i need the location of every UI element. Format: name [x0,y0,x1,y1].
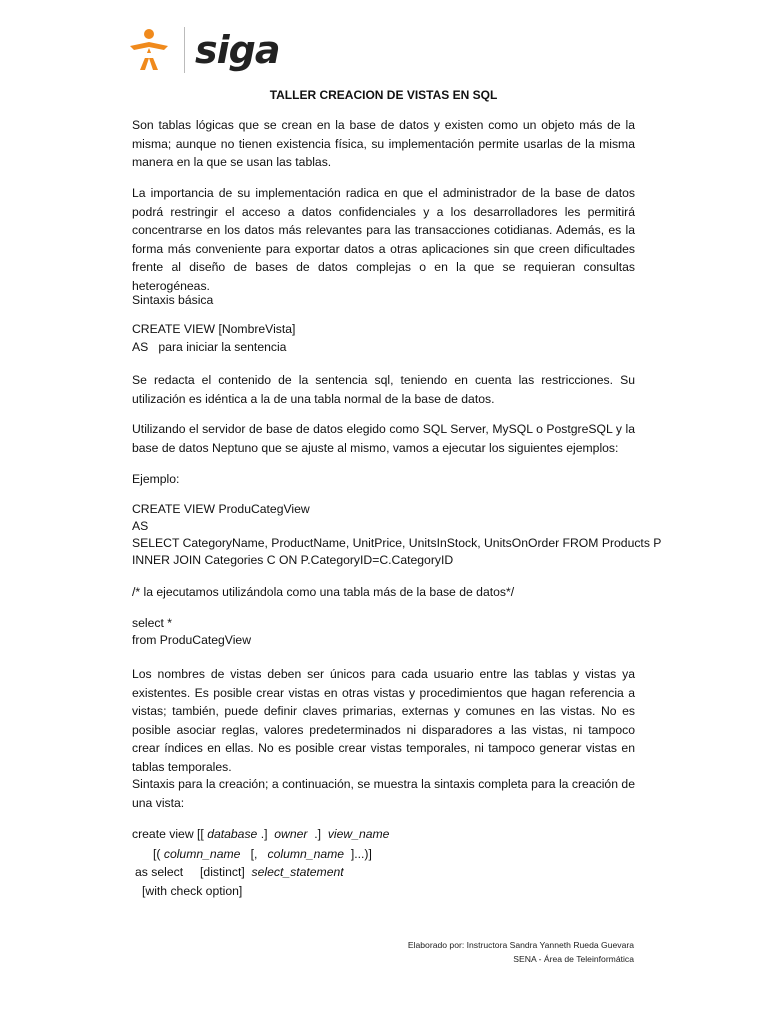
select-statement-param: select_statement [251,865,344,879]
column-open: [( [153,847,164,861]
syntax-line-2: AS para iniciar la sentencia [132,340,287,354]
create-syntax-sep: .] [257,827,275,841]
column-name-param: column_name [163,847,241,861]
database-param: database [207,827,258,841]
select-line-2: from ProduCategView [132,633,252,647]
paragraph-importance: La importancia de su implementación radica en que el administrador de la base de datos podrá restringir el acceso a datos confidenciales y a los desarrolladores les permitirá concentrarse en los datos más relevantes para las transacciones cotidianas. Además, es la forma más conveniente para exportar datos a otras aplicaciones sin que creen dificultades frente al diseño de bases de datos complejas o en la que se requieran consultas heterogéneas. [132,186,635,293]
comment-line: /* la ejecutamos utilizándola como una tabla más de la base de datos*/ [132,585,515,599]
paragraph-server: Utilizando el servidor de base de datos elegido como SQL Server, MySQL o PostgreSQL y la base de datos Neptuno que se ajuste al mismo, vamos a ejecutar los siguientes ejemplos: [132,422,635,455]
paragraph-usage: Se redacta el contenido de la sentencia sql, teniendo en cuenta las restricciones. Su utilización es idéntica a la de una tabla normal de la base de datos. [132,373,635,406]
example-line-3: SELECT CategoryName, ProductName, UnitPrice, UnitsInStock, UnitsOnOrder FROM Products P [132,536,662,550]
document-title: TALLER CREACION DE VISTAS EN SQL [269,88,498,102]
owner-param: owner [274,827,308,841]
example-line-1: CREATE VIEW ProduCategView [132,502,310,516]
create-syntax-line-4: [with check option] [142,884,243,898]
example-line-2: AS [132,519,149,533]
logo-divider [184,27,185,73]
syntax-label: Sintaxis básica [132,293,214,307]
paragraph-view-rules: Los nombres de vistas deben ser únicos para cada usuario entre las tablas y vistas ya existentes. Es posible crear vistas en otras vistas y procedimientos que hagan referencia a vistas; también, puede definir claves primarias, externas y comunes en las vistas. No es posible asociar reglas, valores predeterminados ni disparadores a las vistas, ni tampoco crear índices en ellas. No es posible crear vistas temporales, ni tampoco generar vistas en tablas temporales. [132,667,635,774]
create-syntax-sep: .] [307,827,328,841]
column-close: ]...)] [344,847,372,861]
example-line-4: INNER JOIN Categories C ON P.CategoryID=C.CategoryID [132,553,454,567]
paragraph-full-syntax: Sintaxis para la creación; a continuación, se muestra la sintaxis completa para la creación de una vista: [132,777,635,810]
select-line-1: select * [132,616,172,630]
column-name-param: column_name [267,847,345,861]
footer-author: Elaborado por: Instructora Sandra Yanneth Rueda Guevara [407,940,634,950]
as-select-text: as select [distinct] [135,865,252,879]
sena-logo-icon [124,26,174,74]
syntax-line-1: CREATE VIEW [NombreVista] [132,322,296,336]
siga-logo: siga [195,28,280,72]
header-logos [124,24,280,76]
create-syntax-text: create view [[ [132,827,208,841]
view-name-param: view_name [327,827,390,841]
footer [408,938,634,966]
paragraph-definition: Son tablas lógicas que se crean en la base de datos y existen como un objeto más de la misma; aunque no tienen existencia física, su implementación permite usarlas de la misma manera en la que se usan las tablas. [132,118,635,170]
footer-department: SENA - Área de Teleinformática [513,954,634,964]
create-syntax-line-1 [132,825,389,844]
column-sep: [, [240,847,268,861]
example-label: Ejemplo: [132,472,180,486]
create-syntax-line-3 [135,863,344,882]
create-syntax-line-2 [153,845,372,864]
